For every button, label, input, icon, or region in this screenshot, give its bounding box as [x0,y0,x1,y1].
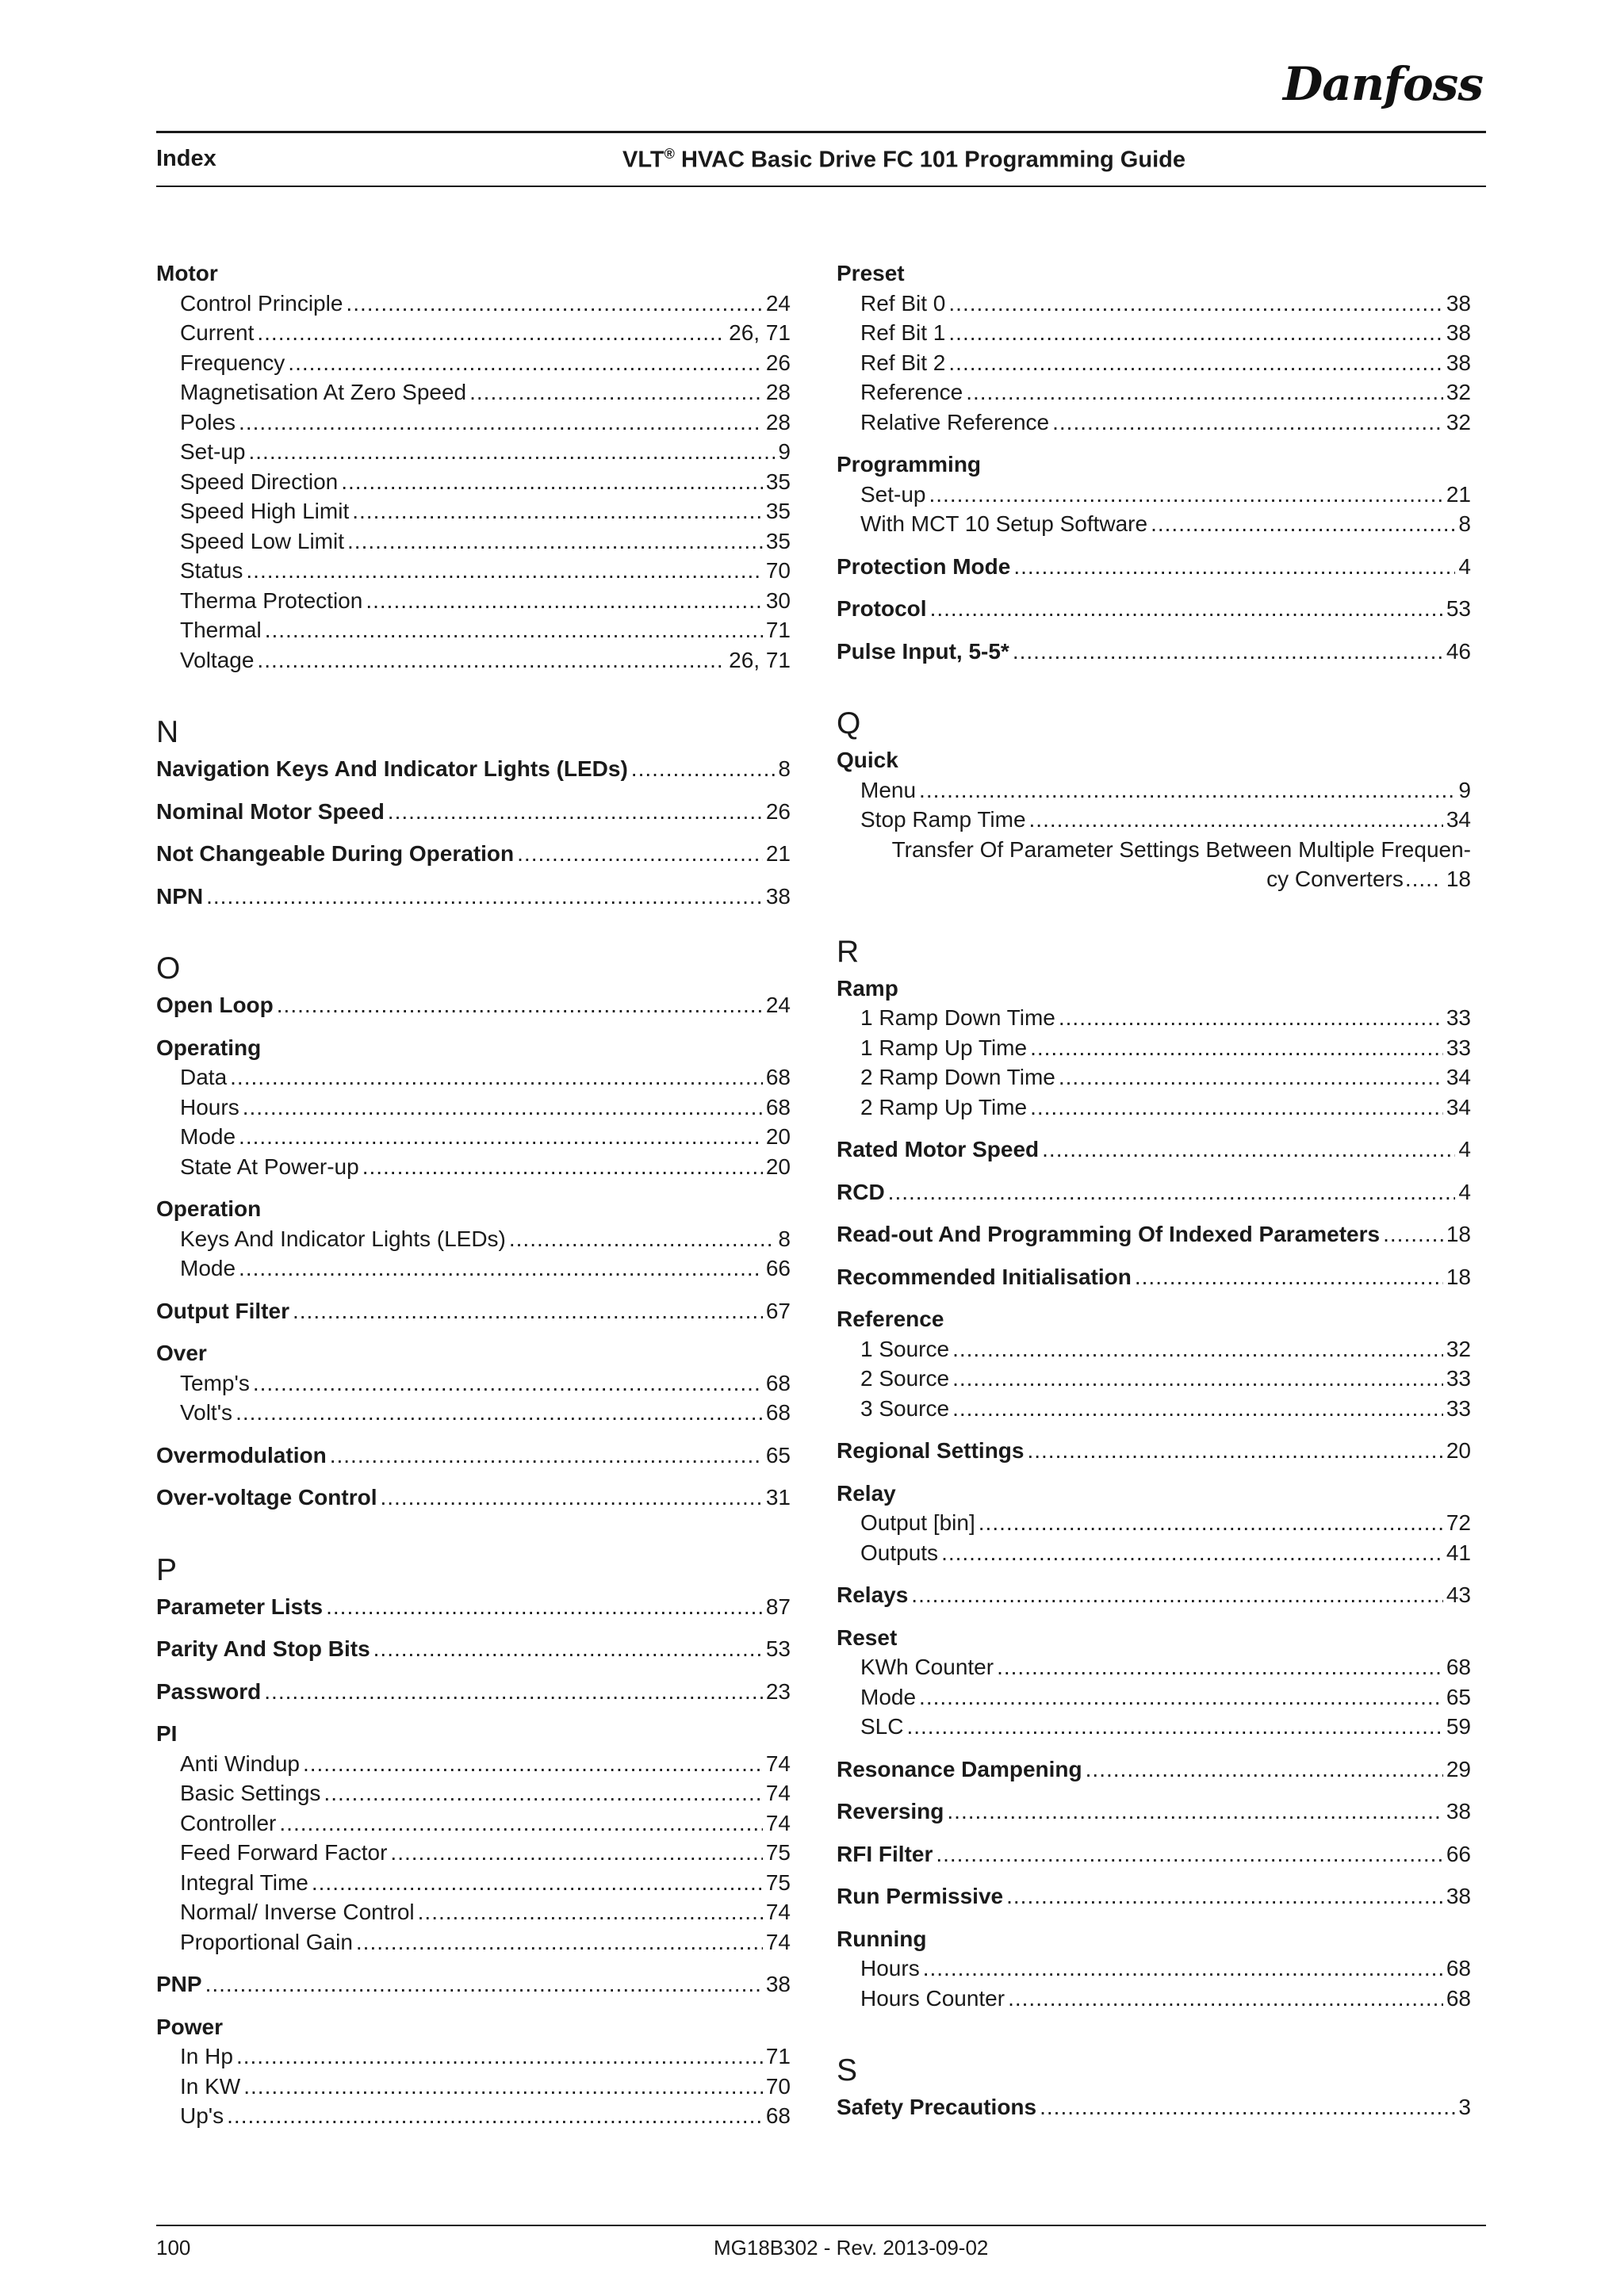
index-entry[interactable]: Outputs ..... 41 [837,1538,1471,1568]
index-group-parameter-lists [156,1592,791,1622]
index-entry[interactable]: Hours Counter ..... 68 [837,1984,1471,2014]
index-group-pi [156,1719,791,1957]
index-group-resonance [837,1755,1471,1785]
section-letter-r: R [837,934,860,969]
section-letter-n: N [156,715,179,749]
index-entry[interactable]: Controller ..... 74 [156,1808,791,1839]
index-group-power [156,2012,791,2131]
index-entry[interactable]: Up's ..... 68 [156,2101,791,2131]
group-title: Running [837,1926,927,1951]
index-entry[interactable]: Regional Settings ..... 20 [837,1436,1471,1466]
index-group-run-permissive [837,1881,1471,1911]
index-entry[interactable]: Set-up ..... 21 [837,480,1471,510]
group-title: Programming [837,452,982,476]
index-entry[interactable]: Anti Windup ..... 74 [156,1749,791,1779]
section-letter-q: Q [837,706,861,740]
index-entry[interactable]: Resonance Dampening ..... 29 [837,1755,1471,1785]
index-group-preset [837,258,1471,437]
index-entry[interactable]: Not Changeable During Operation ..... 21 [156,839,791,869]
index-entry[interactable]: Reference ..... 32 [837,377,1471,408]
index-entry[interactable]: Hours ..... 68 [156,1093,791,1123]
index-entry[interactable]: Integral Time ..... 75 [156,1868,791,1898]
index-entry[interactable]: Proportional Gain ..... 74 [156,1927,791,1957]
index-entry[interactable]: PNP ..... 38 [156,1969,791,1999]
section-letter-p: P [156,1552,178,1587]
index-group-n [156,882,791,912]
index-entry[interactable]: Speed Direction ..... 35 [156,467,791,497]
index-entry[interactable]: Mode ..... 20 [156,1122,791,1152]
group-title: Preset [837,261,905,285]
group-title: Over [156,1341,207,1365]
index-entry[interactable]: Ref Bit 1 ..... 38 [837,318,1471,348]
index-entry[interactable]: Overmodulation ..... 65 [156,1441,791,1471]
index-entry[interactable]: Relative Reference ..... 32 [837,408,1471,438]
index-group-rfi [837,1839,1471,1869]
index-group-programming [837,450,1471,539]
index-group-reference [837,1304,1471,1423]
index-group-over [156,1338,791,1428]
group-title: Relay [837,1480,896,1506]
index-group-overvoltage [156,1483,791,1513]
index-group-reversing [837,1797,1471,1827]
index-group-output-filter [156,1296,791,1326]
index-entry[interactable]: Poles ..... 28 [156,408,791,438]
header-section: Index [156,146,216,171]
index-column-right [837,258,1471,2135]
index-entry[interactable]: 1 Ramp Down Time ..... 33 [837,1003,1471,1033]
group-title: PI [156,1721,178,1746]
index-entry[interactable]: Safety Precautions ..... 3 [837,2092,1471,2122]
index-group-running [837,1924,1471,2014]
index-group-regional [837,1436,1471,1466]
index-entry[interactable]: Ref Bit 0 ..... 38 [837,289,1471,319]
index-entry[interactable]: 2 Ramp Down Time ..... 34 [837,1062,1471,1093]
index-entry[interactable]: Feed Forward Factor ..... 75 [156,1838,791,1868]
footer-rule [156,2225,1486,2226]
index-group-operation [156,1194,791,1284]
index-group-relay [837,1479,1471,1568]
index-entry[interactable]: 2 Source ..... 33 [837,1364,1471,1394]
danfoss-logo: Danfoss [1283,57,1483,111]
index-entry[interactable]: Temp's ..... 68 [156,1368,791,1399]
index-entry-multiline[interactable]: Transfer Of Parameter Settings Between Multiple Frequen- cy Converters ..... 18 [837,835,1471,894]
index-group-password [156,1677,791,1707]
index-group-n [156,839,791,869]
footer-doc-ref: MG18B302 - Rev. 2013-09-02 [714,2236,989,2260]
index-entry[interactable]: Rated Motor Speed ..... 4 [837,1135,1471,1165]
index-entry[interactable]: 3 Source ..... 33 [837,1394,1471,1424]
index-entry[interactable]: Menu ..... 9 [837,775,1471,806]
index-entry[interactable]: 1 Source ..... 32 [837,1334,1471,1364]
index-entry[interactable]: Nominal Motor Speed ..... 26 [156,797,791,827]
header-rule-top [156,131,1486,133]
index-group-protocol [837,594,1471,624]
index-entry[interactable]: Thermal ..... 71 [156,615,791,645]
index-column-left [156,258,791,2144]
index-entry[interactable]: RFI Filter ..... 66 [837,1839,1471,1869]
index-entry[interactable]: Reversing ..... 38 [837,1797,1471,1827]
index-entry[interactable]: Magnetisation At Zero Speed ..... 28 [156,377,791,408]
section-letter-s: S [837,2053,858,2087]
index-entry[interactable]: Current ..... 26, 71 [156,318,791,348]
index-group-safety [837,2092,1471,2122]
index-group-recommended [837,1262,1471,1292]
index-group-overmodulation [156,1441,791,1471]
index-entry[interactable]: Over-voltage Control ..... 31 [156,1483,791,1513]
group-title: Power [156,2014,224,2039]
index-entry[interactable]: KWh Counter ..... 68 [837,1652,1471,1682]
index-entry[interactable]: NPN ..... 38 [156,882,791,912]
index-entry[interactable]: Therma Protection ..... 30 [156,586,791,616]
index-entry[interactable]: Run Permissive ..... 38 [837,1881,1471,1911]
index-entry[interactable]: Normal/ Inverse Control ..... 74 [156,1897,791,1927]
index-entry[interactable]: Read-out And Programming Of Indexed Parameters ..... 18 [837,1219,1471,1249]
index-entry[interactable]: Stop Ramp Time ..... 34 [837,805,1471,835]
index-entry[interactable]: State At Power-up ..... 20 [156,1152,791,1182]
index-group-n [156,754,791,784]
index-entry[interactable]: Ref Bit 2 ..... 38 [837,348,1471,378]
index-group-n [156,797,791,827]
index-entry[interactable]: Frequency ..... 26 [156,348,791,378]
group-title: Operation [156,1196,262,1221]
index-entry[interactable]: Output Filter ..... 67 [156,1296,791,1326]
index-group-protection-mode [837,552,1471,582]
index-entry[interactable]: Mode ..... 66 [156,1253,791,1284]
index-entry[interactable]: Output [bin] ..... 72 [837,1508,1471,1538]
index-entry[interactable]: Parameter Lists ..... 87 [156,1592,791,1622]
index-group-parity [156,1634,791,1664]
index-group-open-loop [156,990,791,1020]
group-title: Quick [837,748,898,772]
index-group-pulse-input [837,637,1471,667]
index-entry[interactable]: Pulse Input, 5-5* ..... 46 [837,637,1471,667]
index-entry[interactable]: With MCT 10 Setup Software ..... 8 [837,509,1471,539]
index-entry[interactable]: Keys And Indicator Lights (LEDs) ..... 8 [156,1224,791,1254]
group-title: Operating [156,1035,262,1060]
index-entry[interactable]: RCD ..... 4 [837,1177,1471,1207]
section-letter-o: O [156,951,181,985]
index-entry[interactable]: 2 Ramp Up Time ..... 34 [837,1093,1471,1123]
index-entry[interactable]: Parity And Stop Bits ..... 53 [156,1634,791,1664]
index-entry[interactable]: Control Principle ..... 24 [156,289,791,319]
index-entry[interactable]: Basic Settings ..... 74 [156,1778,791,1808]
header-rule-bottom [156,186,1486,187]
index-group-pnp [156,1969,791,1999]
index-group-ramp [837,974,1471,1123]
header-title: VLT® HVAC Basic Drive FC 101 Programming Guide [622,146,1185,173]
index-group-motor [156,258,791,675]
index-entry[interactable]: Hours ..... 68 [837,1954,1471,1984]
group-title: Reset [837,1624,898,1650]
group-title: Reference [837,1307,944,1331]
group-title: Ramp [837,975,898,1001]
index-group-readout [837,1219,1471,1249]
index-group-quick [837,745,1471,894]
footer-page-number: 100 [156,2236,191,2260]
index-entry[interactable]: Speed Low Limit ..... 35 [156,526,791,557]
group-title: Motor [156,261,218,285]
index-entry[interactable]: Voltage ..... 26, 71 [156,645,791,675]
index-group-rated-motor-speed [837,1135,1471,1165]
index-entry[interactable]: Protocol ..... 53 [837,594,1471,624]
index-entry[interactable]: Open Loop ..... 24 [156,990,791,1020]
index-group-rcd [837,1177,1471,1207]
index-entry[interactable]: Protection Mode ..... 4 [837,552,1471,582]
index-entry[interactable]: Set-up ..... 9 [156,437,791,467]
index-entry[interactable]: Data ..... 68 [156,1062,791,1093]
index-entry[interactable]: Recommended Initialisation ..... 18 [837,1262,1471,1292]
index-entry[interactable]: Status ..... 70 [156,556,791,586]
index-group-operating [156,1033,791,1182]
index-entry[interactable]: Speed High Limit ..... 35 [156,496,791,526]
index-group-relays [837,1580,1471,1610]
index-entry[interactable]: Volt's ..... 68 [156,1398,791,1428]
index-entry[interactable]: In KW ..... 70 [156,2072,791,2102]
index-entry[interactable]: In Hp ..... 71 [156,2042,791,2072]
index-group-reset [837,1623,1471,1742]
index-entry[interactable]: Password ..... 23 [156,1677,791,1707]
index-entry[interactable]: Navigation Keys And Indicator Lights (LEDs) ..... 8 [156,754,791,784]
index-entry[interactable]: Mode ..... 65 [837,1682,1471,1712]
index-entry[interactable]: Relays ..... 43 [837,1580,1471,1610]
index-entry[interactable]: 1 Ramp Up Time ..... 33 [837,1033,1471,1063]
index-entry[interactable]: SLC ..... 59 [837,1712,1471,1742]
